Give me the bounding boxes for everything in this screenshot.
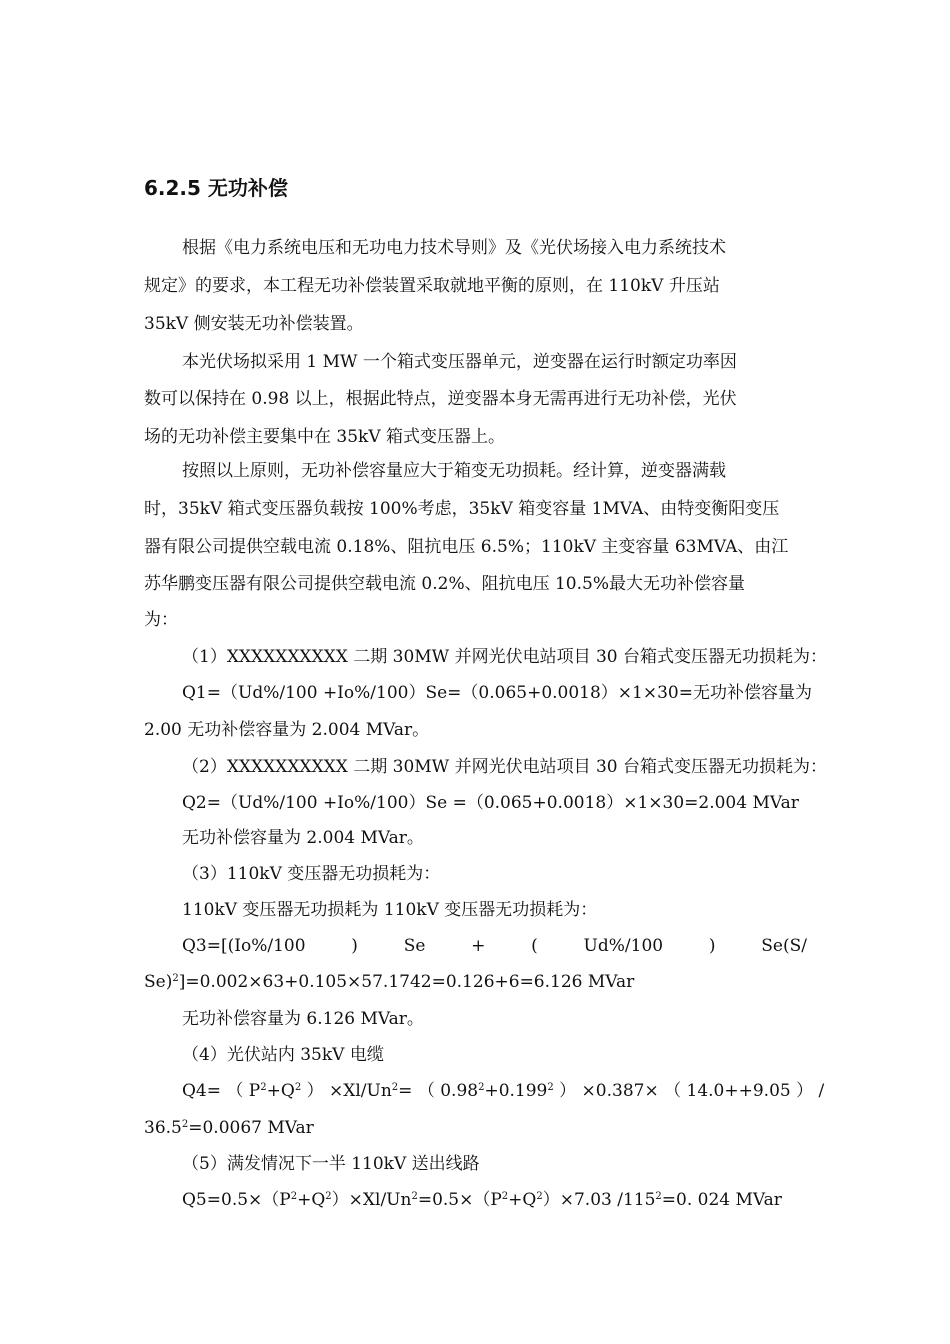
- formula-part: Se(S/: [761, 936, 807, 956]
- item5-formula: $Q5=0.5\times(P^2+Q^2)\times Xl/Un^2=0.5\times(P^2+Q^2)\times 7.03$ $/115^2=0$. 024 MVar: [182, 1190, 782, 1210]
- para3-line4: 苏华鹏变压器有限公司提供空载电流 0.2%、阻抗电压 10.5%最大无功补偿容量: [144, 574, 746, 594]
- para3-line2: 时，35kV 箱式变压器负载按 100%考虑，35kV 箱变容量 1MVA、由特变衡阳变压: [144, 499, 780, 519]
- item3-result: 无功补偿容量为 6.126 MVar。: [182, 1009, 424, 1029]
- para1-line2: 规定》的要求，本工程无功补偿装置采取就地平衡的原则，在 110kV 升压站: [144, 276, 720, 296]
- para2-line3: 场的无功补偿主要集中在 35kV 箱式变压器上。: [144, 427, 506, 447]
- para2-line2: 数可以保持在 0.98 以上，根据此特点，逆变器本身无需再进行无功补偿，光伏: [144, 389, 737, 409]
- item1-title: （1）XXXXXXXXXX 二期 30MW 并网光伏电站项目 30 台箱式变压器无功损耗为：: [182, 647, 828, 667]
- item1-formula: Q1=（Ud%/100 +Io%/100）Se=（0.065+0.0018）×1×30=无功补偿容量为: [182, 683, 812, 703]
- formula-part: Q3=[(Io%/100: [182, 936, 306, 956]
- formula-part: ): [351, 936, 358, 956]
- para3-line1: 按照以上原则，无功补偿容量应大于箱变无功损耗。经计算，逆变器满载: [182, 461, 726, 481]
- para2-line1: 本光伏场拟采用 1 MW 一个箱式变压器单元，逆变器在运行时额定功率因: [182, 352, 737, 372]
- item5-title: （5）满发情况下一半 110kV 送出线路: [182, 1154, 480, 1174]
- item4-continuation: $36.5^2=0.0067$ MVar: [144, 1118, 314, 1138]
- para3-line5: 为：: [144, 610, 178, 630]
- formula-part: +: [471, 936, 486, 956]
- item3-subtitle: 110kV 变压器无功损耗为 110kV 变压器无功损耗为：: [182, 900, 598, 920]
- item3-title: （3）110kV 变压器无功损耗为：: [182, 864, 441, 884]
- item4-title: （4）光伏站内 35kV 电缆: [182, 1045, 384, 1065]
- item3-continuation: Se)$^2$]=0.002×63+0.105×57.1742=0.126+6=6.126 MVar: [144, 972, 635, 992]
- item1-continuation: 2.00 无功补偿容量为 2.004 MVar。: [144, 720, 430, 740]
- formula-part: (: [531, 936, 538, 956]
- item2-result: 无功补偿容量为 2.004 MVar。: [182, 828, 424, 848]
- item2-formula: Q2=（Ud%/100 +Io%/100）Se =（0.065+0.0018）×1×30=2.004 MVar: [182, 793, 799, 813]
- section-heading: 6.2.5 无功补偿: [144, 176, 288, 200]
- item2-title: （2）XXXXXXXXXX 二期 30MW 并网光伏电站项目 30 台箱式变压器无功损耗为：: [182, 757, 828, 777]
- para1-line3: 35kV 侧安装无功补偿装置。: [144, 314, 364, 334]
- item4-formula: Q4= （ $P^2+Q^2$ ） $\times Xl/Un^2=$ （ $0.98^2+0.199^2$ ） ×0.387× （ 14.0++9.05 ） /: [182, 1081, 825, 1101]
- para1-line1: 根据《电力系统电压和无功电力技术导则》及《光伏场接入电力系统技术: [182, 238, 726, 258]
- item3-formula: [182, 934, 807, 958]
- formula-part: Ud%/100: [583, 936, 664, 956]
- formula-part: Se: [403, 936, 426, 956]
- formula-part: ): [708, 936, 716, 956]
- para3-line3: 器有限公司提供空载电流 0.18%、阻抗电压 6.5%；110kV 主变容量 63MVA、由江: [144, 537, 789, 557]
